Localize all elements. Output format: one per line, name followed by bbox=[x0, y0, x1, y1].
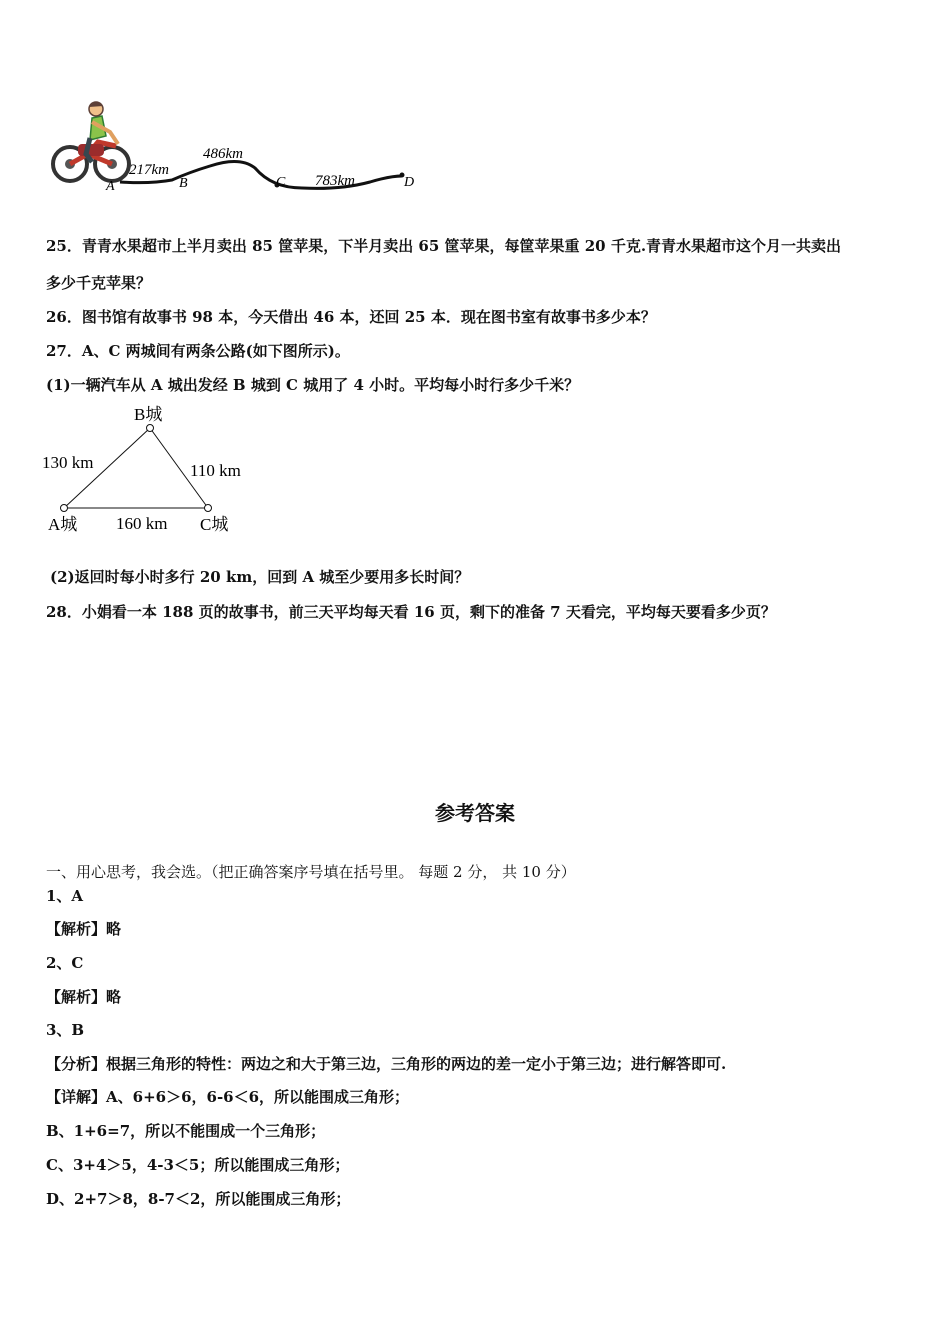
answer-1: 1、A bbox=[46, 887, 84, 905]
length-bc: 110 km bbox=[190, 461, 241, 480]
answer-2-note: 【解析】略 bbox=[46, 988, 122, 1006]
question-27-part2: (2)返回时每小时多行 20 km，回到 A 城至少要用多长时间？ bbox=[50, 568, 470, 586]
answer-3-option-c: C、3+4＞5，4-3＜5；所以能围成三角形； bbox=[46, 1156, 350, 1174]
label-c-city: C城 bbox=[200, 515, 229, 534]
length-ab: 130 km bbox=[42, 453, 94, 472]
vertex-c bbox=[205, 505, 212, 512]
label-d: D bbox=[404, 175, 415, 190]
answers-title: 参考答案 bbox=[435, 801, 515, 825]
answer-2: 2、C bbox=[46, 954, 84, 972]
distance-ab: 217km bbox=[129, 162, 169, 178]
distance-bc: 486km bbox=[203, 146, 243, 162]
question-26: 26．图书馆有故事书 98 本，今天借出 46 本，还回 25 本．现在图书室有故事书多少本？ bbox=[46, 308, 656, 326]
route-figure bbox=[40, 96, 440, 200]
cyclist-icon bbox=[53, 102, 129, 181]
answer-3-analysis: 【分析】根据三角形的特性：两边之和大于第三边，三角形的两边的差一定小于第三边；进行解答即可. bbox=[46, 1055, 727, 1073]
answer-3-option-b: B、1+6=7，所以不能围成一个三角形； bbox=[46, 1122, 326, 1140]
answer-3-detail: 【详解】A、6+6＞6，6-6＜6，所以能围成三角形； bbox=[46, 1088, 410, 1106]
question-27: 27．A、C 两城间有两条公路(如下图所示)。 bbox=[46, 342, 350, 360]
label-c: C bbox=[276, 175, 286, 190]
triangle-figure bbox=[38, 400, 268, 540]
label-b-city: B城 bbox=[134, 405, 163, 424]
answer-3-option-d: D、2+7＞8，8-7＜2，所以能围成三角形； bbox=[46, 1190, 351, 1208]
answer-3: 3、B bbox=[46, 1021, 85, 1039]
label-a: A bbox=[106, 179, 115, 194]
length-ac: 160 km bbox=[116, 514, 168, 533]
question-28: 28．小娟看一本 188 页的故事书，前三天平均每天看 16 页，剩下的准备 7 天看完，平均每天要看多少页？ bbox=[46, 603, 776, 621]
label-a-city: A城 bbox=[48, 515, 78, 534]
question-25-line1: 25．青青水果超市上半月卖出 85 筐苹果，下半月卖出 65 筐苹果，每筐苹果重 20 千克.青青水果超市这个月一共卖出 bbox=[46, 237, 842, 255]
label-b: B bbox=[179, 176, 188, 191]
answers-section-heading: 一、用心思考，我会选。（把正确答案序号填在括号里。 每题 2 分， 共 10 分） bbox=[46, 863, 576, 881]
answer-1-note: 【解析】略 bbox=[46, 920, 122, 938]
vertex-b bbox=[147, 425, 154, 432]
question-25-line2: 多少千克苹果？ bbox=[46, 274, 152, 292]
question-27-part1: (1)一辆汽车从 A 城出发经 B 城到 C 城用了 4 小时。平均每小时行多少千米？ bbox=[46, 376, 580, 394]
vertex-a bbox=[61, 505, 68, 512]
distance-cd: 783km bbox=[315, 173, 355, 189]
